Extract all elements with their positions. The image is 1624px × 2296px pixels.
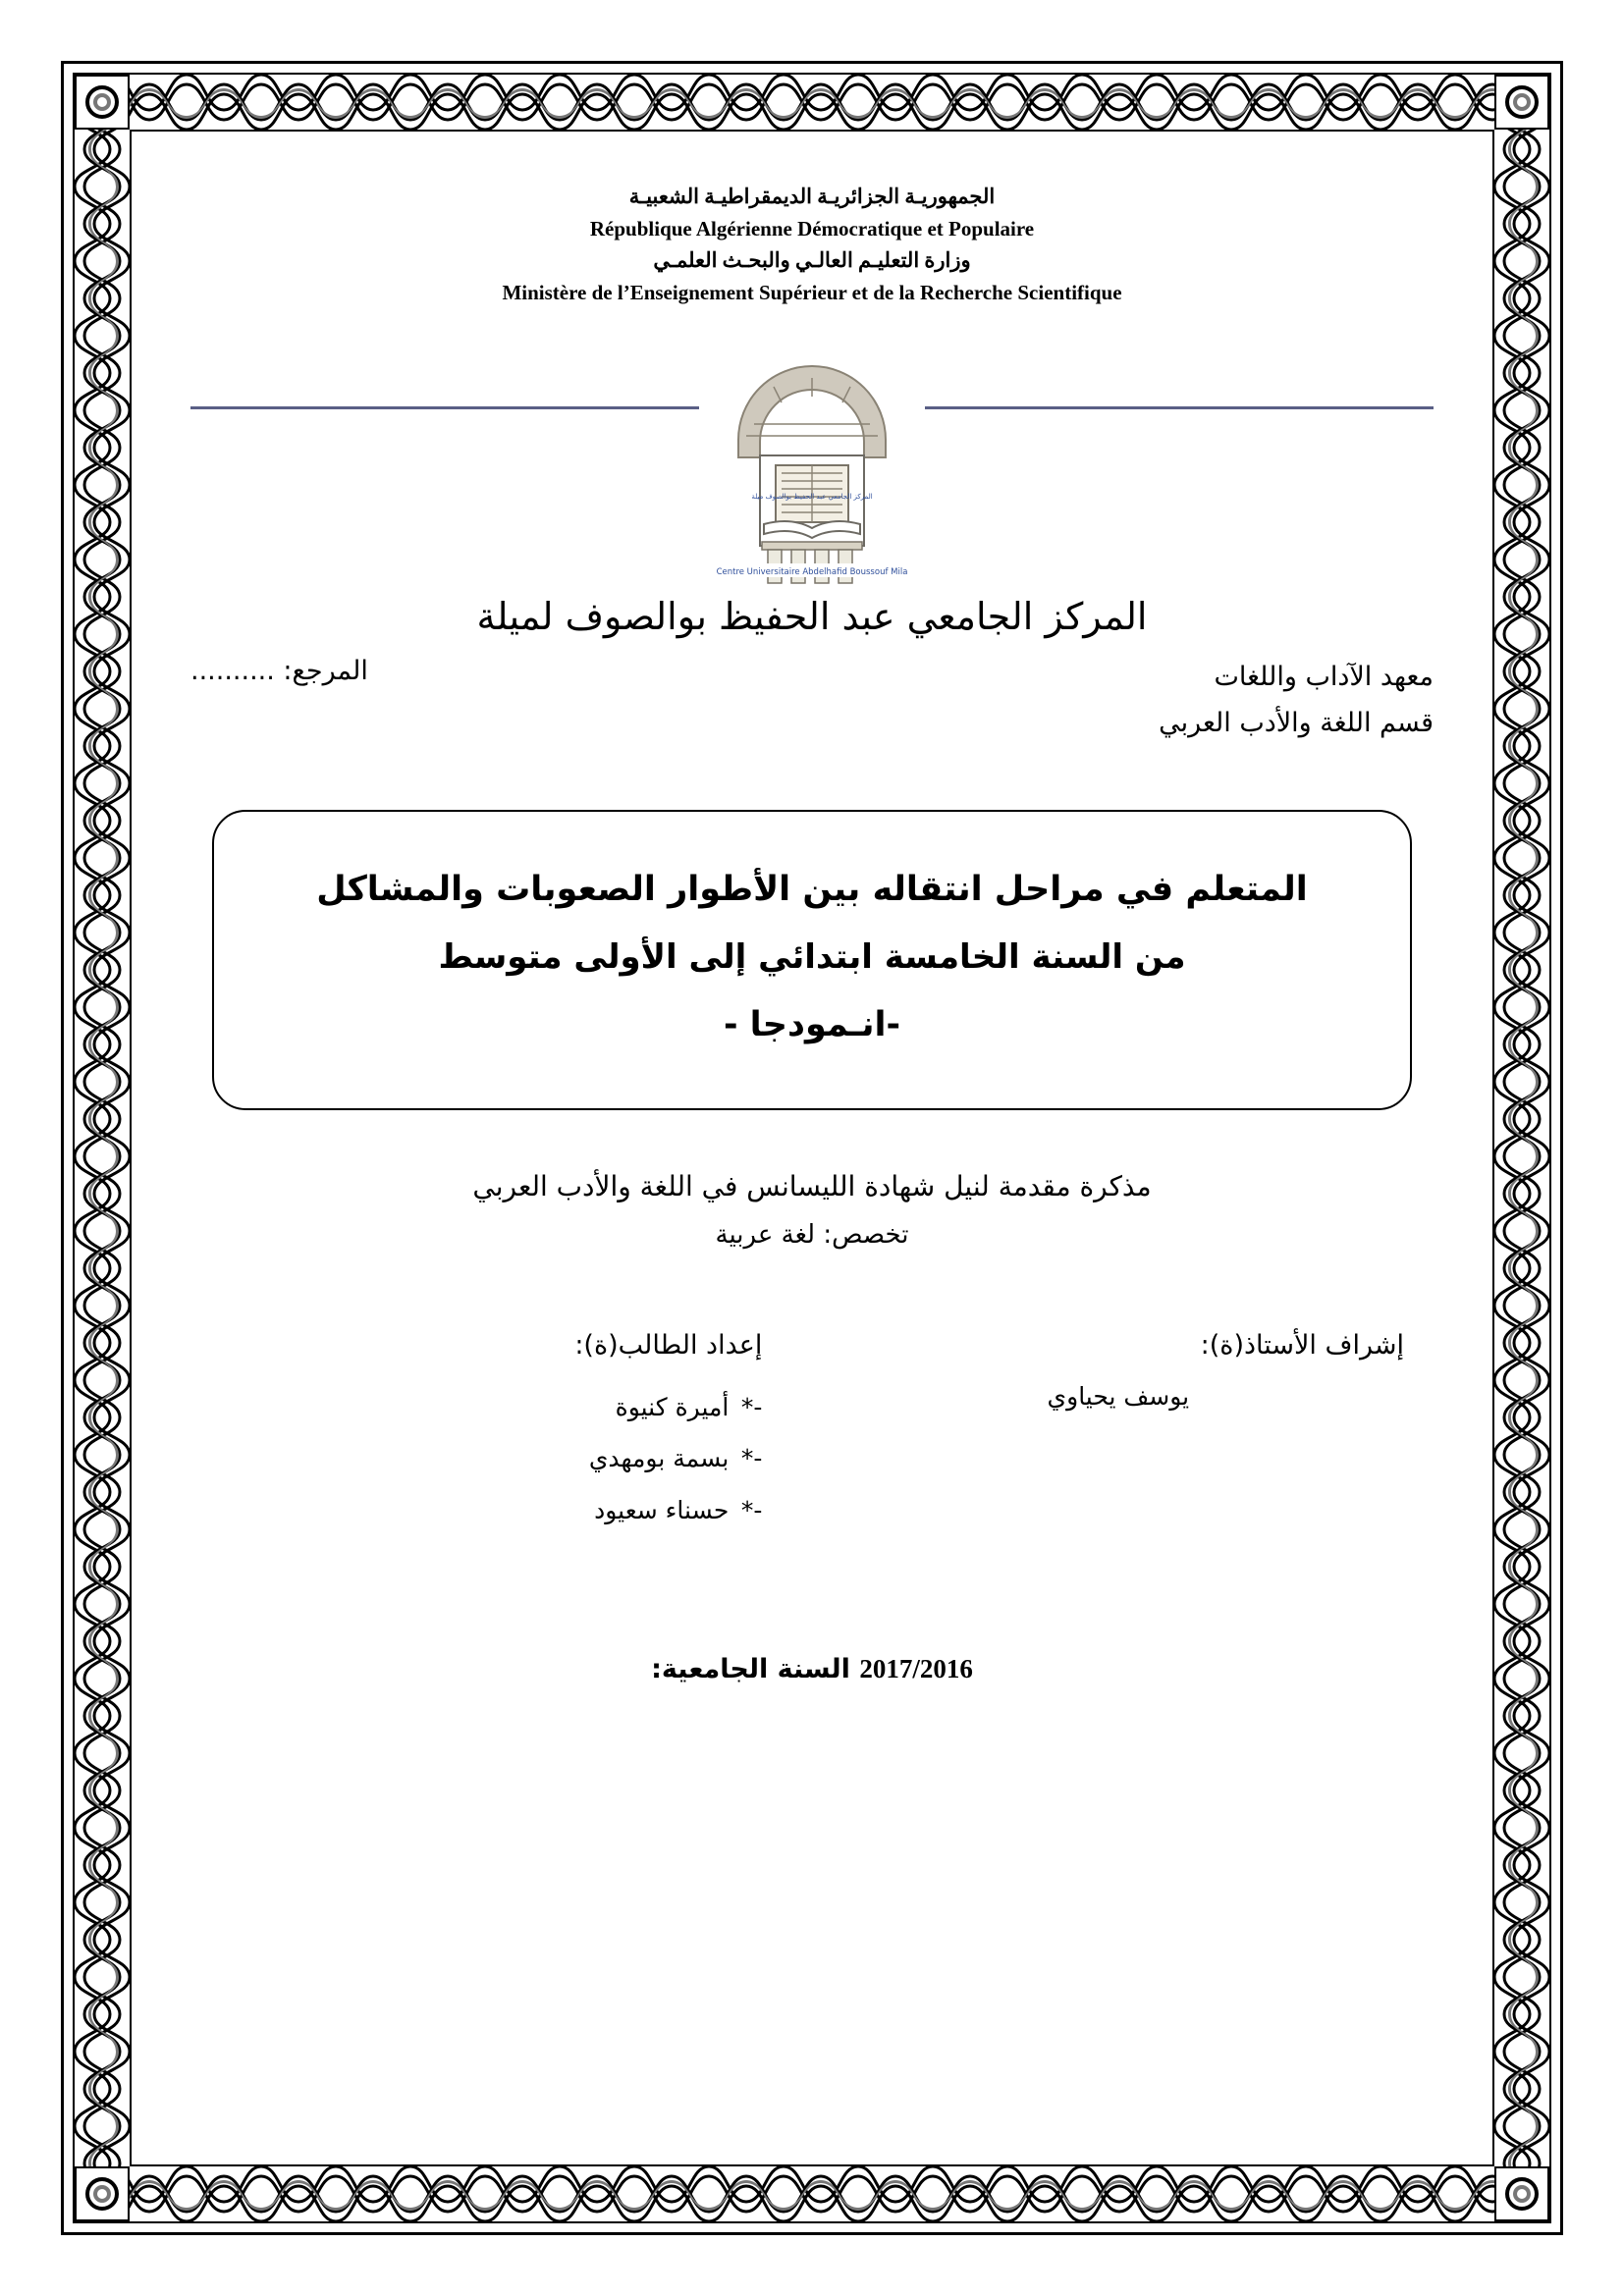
decorative-frame-outer bbox=[61, 61, 1563, 2235]
corner-medallion-bottom-left bbox=[75, 2166, 130, 2221]
student-name-list bbox=[190, 1382, 762, 1537]
institute-reference-row bbox=[190, 654, 1434, 747]
border-pattern-right bbox=[1494, 75, 1549, 2221]
thesis-title-line-3: -انـمودجا - bbox=[723, 1004, 901, 1044]
specialization-line: تخصص: لغة عربية bbox=[715, 1220, 909, 1251]
decorative-frame-band bbox=[73, 73, 1551, 2223]
corner-medallion-top-right bbox=[1494, 75, 1549, 130]
list-item: -* بسمة بومهدي bbox=[190, 1433, 762, 1485]
logo-row bbox=[190, 322, 1434, 587]
academic-year-label: السنة الجامعية: bbox=[651, 1654, 850, 1685]
thesis-title-box bbox=[212, 810, 1412, 1110]
ministry-header bbox=[190, 181, 1434, 308]
university-name: المركز الجامعي عبد الحفيظ بوالصوف لميلة bbox=[476, 595, 1148, 639]
thesis-title-line-2: من السنة الخامسة ابتدائي إلى الأولى متوسط bbox=[438, 936, 1186, 977]
university-logo bbox=[699, 322, 925, 585]
students-heading: إعداد الطالب(ة): bbox=[574, 1329, 763, 1361]
corner-medallion-bottom-right bbox=[1494, 2166, 1549, 2221]
reference-value: .......... bbox=[190, 656, 275, 687]
supervisor-name: يوسف يحياوي bbox=[1047, 1381, 1190, 1411]
list-item: -* حسناء سعيود bbox=[190, 1485, 762, 1537]
institute-department-block bbox=[1159, 654, 1434, 747]
republic-line-arabic: الجمهوريـة الجزائريـة الديمقراطيـة الشعبيـة bbox=[628, 185, 996, 208]
border-pattern-left bbox=[75, 75, 130, 2221]
students-block bbox=[190, 1330, 762, 1537]
academic-year-value: 2017/2016 bbox=[859, 1654, 973, 1684]
border-pattern-top bbox=[75, 75, 1549, 130]
people-row bbox=[190, 1330, 1434, 1537]
ministry-line-french: Ministère de l’Enseignement Supérieur et de la Recherche Scientifique bbox=[502, 280, 1122, 304]
corner-medallion-top-left bbox=[75, 75, 130, 130]
reference-block bbox=[190, 654, 368, 686]
department-name: قسم اللغة والأدب العربي bbox=[1159, 708, 1434, 739]
degree-line: مذكرة مقدمة لنيل شهادة الليسانس في اللغة والأدب العربي bbox=[472, 1169, 1152, 1202]
border-pattern-bottom bbox=[75, 2166, 1549, 2221]
degree-statement bbox=[190, 1161, 1434, 1259]
institute-name: معهد الآداب واللغات bbox=[1214, 662, 1434, 693]
thesis-title-line-1: المتعلم في مراحل انتقاله بين الأطوار الصعوبات والمشاكل bbox=[316, 869, 1308, 909]
reference-label: المرجع: bbox=[283, 656, 368, 687]
logo-caption-latin: Centre Universitaire Abdelhafid Boussouf Mila bbox=[716, 567, 908, 578]
logo-caption-arabic: المركز الجامعي عبد الحفيظ بوالصوف ميلة bbox=[751, 493, 873, 502]
supervisor-block bbox=[833, 1330, 1434, 1537]
academic-year bbox=[190, 1654, 1434, 1684]
ministry-line-arabic: وزارة التعليـم العالـي والبحـث العلمـي bbox=[653, 248, 971, 273]
cover-page-content bbox=[145, 143, 1479, 2151]
republic-line-french: République Algérienne Démocratique et Populaire bbox=[589, 216, 1035, 240]
list-item: -* أميرة كنيوة bbox=[190, 1382, 762, 1434]
supervisor-heading: إشراف الأستاذ(ة): bbox=[1200, 1329, 1404, 1361]
